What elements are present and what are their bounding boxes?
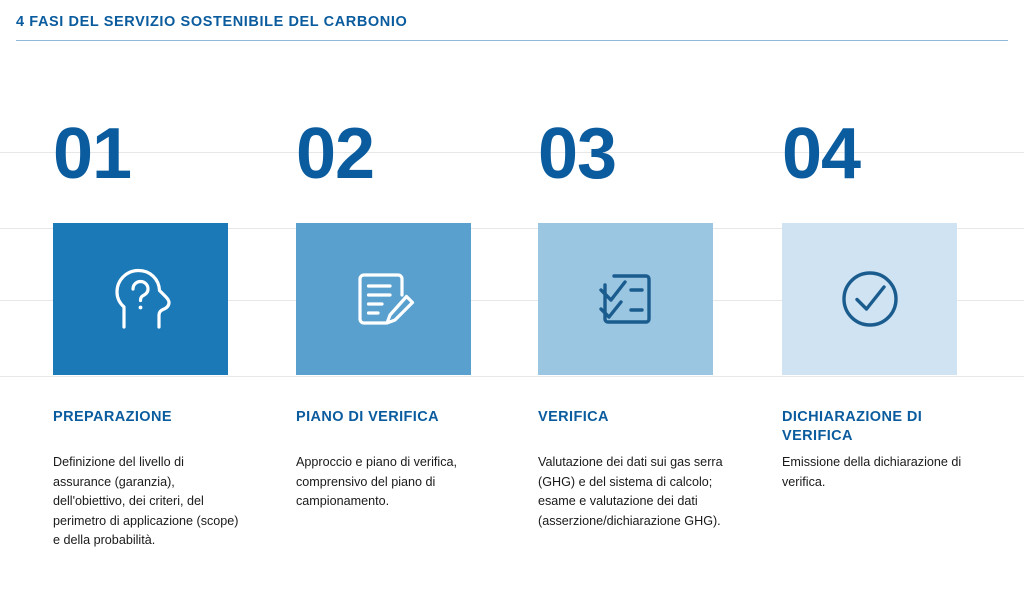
step-title: PIANO DI VERIFICA xyxy=(296,409,439,425)
check-circle-icon xyxy=(828,257,912,341)
step-column-1 xyxy=(9,0,255,599)
step-number: 01 xyxy=(53,114,132,194)
step-description: Valutazione dei dati sui gas serra (GHG) e del sistema di calcolo; esame e valutazione dei dati (asserzione/dichiarazione GHG). xyxy=(538,455,723,528)
step-number: 04 xyxy=(782,114,861,194)
head-question-icon xyxy=(99,257,183,341)
step-description: Emissione della dichiarazione di verifica. xyxy=(782,455,962,489)
step-title: VERIFICA xyxy=(538,409,609,425)
page-title: 4 FASI DEL SERVIZIO SOSTENIBILE DEL CARBONIO xyxy=(16,14,408,30)
step-number: 02 xyxy=(296,114,375,194)
step-title: PREPARAZIONE xyxy=(53,409,172,425)
document-pencil-icon xyxy=(342,257,426,341)
step-description: Definizione del livello di assurance (garanzia), dell'obiettivo, dei criteri, del perimetro di applicazione (scope) e della probabilità. xyxy=(53,455,239,548)
step-icon-tile xyxy=(53,223,228,375)
step-number: 03 xyxy=(538,114,617,194)
step-icon-tile xyxy=(782,223,957,375)
step-icon-tile xyxy=(538,223,713,375)
checklist-icon xyxy=(584,257,668,341)
step-icon-tile xyxy=(296,223,471,375)
step-column-4 xyxy=(738,0,984,599)
step-description: Approccio e piano di verifica, comprensivo del piano di campionamento. xyxy=(296,455,458,509)
step-column-2 xyxy=(252,0,498,599)
step-column-3 xyxy=(494,0,740,599)
step-title: DICHIARAZIONE DI VERIFICA xyxy=(782,409,923,445)
